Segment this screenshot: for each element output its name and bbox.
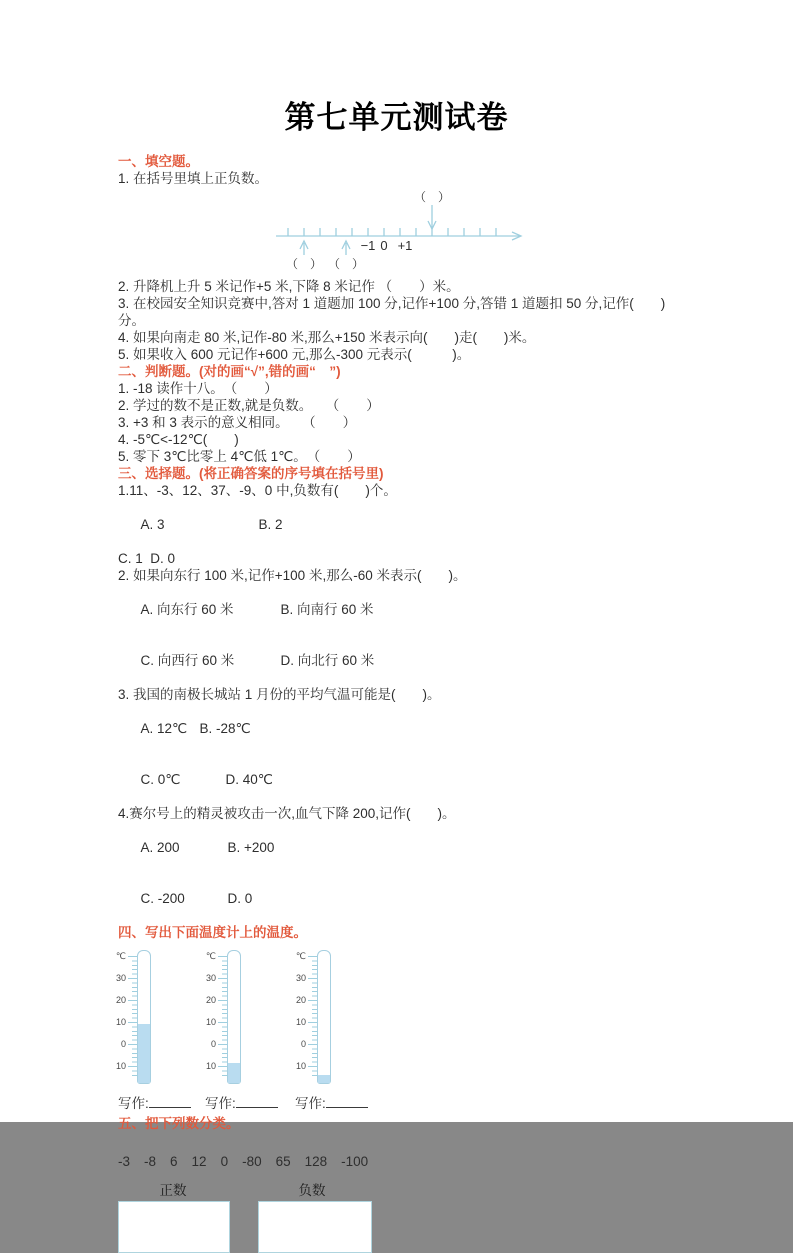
option-d: D. 向北行 60 米 xyxy=(280,653,375,668)
s3-q3: 3. 我国的南极长城站 1 月份的平均气温可能是( )。 xyxy=(118,687,441,702)
s1-q2: 2. 升降机上升 5 米记作+5 米,下降 8 米记作 （ ）米。 xyxy=(118,279,460,294)
option-c: C. -200 xyxy=(140,891,185,906)
thermo-scale-label: 10 xyxy=(205,1017,216,1027)
thermo-scale-label: 20 xyxy=(295,995,306,1005)
thermo-scale-label: 30 xyxy=(115,973,126,983)
s2-item: 2. 学过的数不是正数,就是负数。 （ ） xyxy=(118,398,380,413)
thermo-scale-label: 0 xyxy=(210,1039,216,1049)
section1-heading: 一、填空题。 xyxy=(118,154,199,169)
number-item: 12 xyxy=(191,1154,207,1169)
option-b: B. 2 xyxy=(258,517,283,532)
number-item: 0 xyxy=(220,1154,229,1169)
thermo-ticks xyxy=(128,956,137,1078)
option-a: A. 3 xyxy=(140,517,165,532)
section2-heading: 二、判断题。(对的画“√”,错的画“ ”) xyxy=(118,364,341,379)
paper-content xyxy=(115,153,684,1253)
thermo-unit-label: ℃ xyxy=(205,951,216,961)
s2-item: 5. 零下 3℃比零上 4℃低 1℃。 （ ） xyxy=(118,449,361,464)
answer-bracket-right: （ ） xyxy=(327,257,365,271)
answer-blank xyxy=(236,1095,278,1108)
thermo-tube xyxy=(227,950,241,1084)
s1-q1: 1. 在括号里填上正负数。 xyxy=(118,171,269,186)
answer-bracket-left: （ ） xyxy=(285,257,323,271)
write-cell xyxy=(205,1095,295,1112)
up-arrow-right-icon xyxy=(342,241,350,255)
write-cell xyxy=(118,1095,205,1112)
s3-q2-options-ab xyxy=(118,584,684,635)
thermo-tube xyxy=(137,950,151,1084)
s3-q4-options-ab xyxy=(118,822,684,873)
s2-item: 1. -18 读作十八。 （ ） xyxy=(118,381,278,396)
option-a: A. 200 xyxy=(140,840,180,855)
down-arrow-icon xyxy=(428,205,436,229)
negative-numbers-box xyxy=(258,1201,372,1253)
thermo-scale-label: 10 xyxy=(295,1061,306,1071)
number-item: -8 xyxy=(144,1154,157,1169)
option-a: A. 向东行 60 米 xyxy=(140,602,234,617)
section3-heading: 三、选择题。(将正确答案的序号填在括号里) xyxy=(118,466,384,481)
thermometer-1 xyxy=(110,950,158,1088)
thermo-scale-label: 30 xyxy=(295,973,306,983)
page-title: 第七单元测试卷 xyxy=(284,100,509,135)
answer-blank xyxy=(149,1095,191,1108)
up-arrow-left-icon xyxy=(300,241,308,255)
thermo-mercury xyxy=(138,1024,150,1083)
s2-item: 3. +3 和 3 表示的意义相同。 （ ） xyxy=(118,415,357,430)
negative-box-label: 负数 xyxy=(298,1183,326,1198)
positive-numbers-box xyxy=(118,1201,230,1253)
thermo-mercury xyxy=(228,1063,240,1083)
s3-q3-options-ab xyxy=(118,703,684,754)
section5-heading: 五、把下列数分类。 xyxy=(118,1116,240,1131)
write-cell xyxy=(295,1095,385,1112)
s1-q5: 5. 如果收入 600 元记作+600 元,那么-300 元表示( )。 xyxy=(118,347,471,362)
thermo-scale-label: 10 xyxy=(205,1061,216,1071)
axis-label-pos1: +1 xyxy=(397,238,413,253)
thermo-tube xyxy=(317,950,331,1084)
thermometer-2 xyxy=(200,950,248,1088)
s3-q4: 4.赛尔号上的精灵被攻击一次,血气下降 200,记作( )。 xyxy=(118,806,456,821)
thermo-unit-label: ℃ xyxy=(115,951,126,961)
thermo-scale-label: 0 xyxy=(120,1039,126,1049)
thermometer-3 xyxy=(290,950,338,1088)
number-item: -80 xyxy=(242,1154,262,1169)
axis-ticks xyxy=(288,228,496,236)
option-b: B. +200 xyxy=(227,840,275,855)
thermo-scale-label: 20 xyxy=(115,995,126,1005)
s3-q1-options-cd: C. 1 D. 0 xyxy=(118,551,176,566)
option-d: D. 40℃ xyxy=(225,772,273,787)
axis-label-zero: 0 xyxy=(380,238,388,253)
write-label: 写作: xyxy=(205,1096,236,1111)
number-item: 6 xyxy=(170,1154,178,1169)
s1-q4: 4. 如果向南走 80 米,记作-80 米,那么+150 米表示向( )走( )米。 xyxy=(118,330,536,345)
axis-label-neg1: −1 xyxy=(360,238,376,253)
s2-item: 4. -5℃<-12℃( ) xyxy=(118,432,239,447)
option-b: B. 向南行 60 米 xyxy=(280,602,374,617)
thermo-ticks xyxy=(308,956,317,1078)
answer-blank xyxy=(326,1095,368,1108)
option-d: D. 0 xyxy=(227,891,253,906)
thermo-scale-label: 10 xyxy=(115,1017,126,1027)
thermo-ticks xyxy=(218,956,227,1078)
thermo-scale-label: 10 xyxy=(115,1061,126,1071)
s3-q1-options-ab xyxy=(118,499,684,550)
number-item: 128 xyxy=(304,1154,328,1169)
s3-q2-options-cd xyxy=(118,635,684,686)
option-a: A. 12℃ xyxy=(140,721,188,736)
option-b: B. -28℃ xyxy=(199,721,251,736)
s3-q4-options-cd xyxy=(118,873,684,924)
option-c: C. 0℃ xyxy=(140,772,181,787)
classify-labels-row xyxy=(118,1182,684,1199)
section4-heading: 四、写出下面温度计上的温度。 xyxy=(118,925,307,940)
thermo-scale-label: 20 xyxy=(205,995,216,1005)
s1-q3-line2: 分。 xyxy=(118,313,145,328)
answer-bracket-top: （ ） xyxy=(413,190,451,204)
s3-q1: 1.11、-3、12、37、-9、0 中,负数有( )个。 xyxy=(118,483,397,498)
classify-boxes-row xyxy=(118,1201,684,1253)
numbers-to-classify xyxy=(118,1153,684,1170)
thermo-scale-label: 10 xyxy=(295,1017,306,1027)
thermo-mercury xyxy=(318,1075,330,1083)
thermo-unit-label: ℃ xyxy=(295,951,306,961)
number-item: -3 xyxy=(118,1154,131,1169)
s1-q3-line1: 3. 在校园安全知识竞赛中,答对 1 道题加 100 分,记作+100 分,答错 1 道题扣 50 分,记作( ) xyxy=(118,296,666,311)
number-line-svg xyxy=(276,191,528,269)
thermometer-row xyxy=(110,950,684,1090)
write-label: 写作: xyxy=(295,1096,326,1111)
write-answer-row xyxy=(118,1095,684,1112)
number-item: -100 xyxy=(341,1154,369,1169)
s3-q2: 2. 如果向东行 100 米,记作+100 米,那么-60 米表示( )。 xyxy=(118,568,467,583)
number-item: 65 xyxy=(275,1154,291,1169)
thermo-scale-label: 30 xyxy=(205,973,216,983)
thermo-scale-label: 0 xyxy=(300,1039,306,1049)
write-label: 写作: xyxy=(118,1096,149,1111)
positive-box-label: 正数 xyxy=(159,1183,187,1198)
option-c: C. 向西行 60 米 xyxy=(140,653,235,668)
number-line-figure xyxy=(276,191,528,269)
s3-q3-options-cd xyxy=(118,754,684,805)
